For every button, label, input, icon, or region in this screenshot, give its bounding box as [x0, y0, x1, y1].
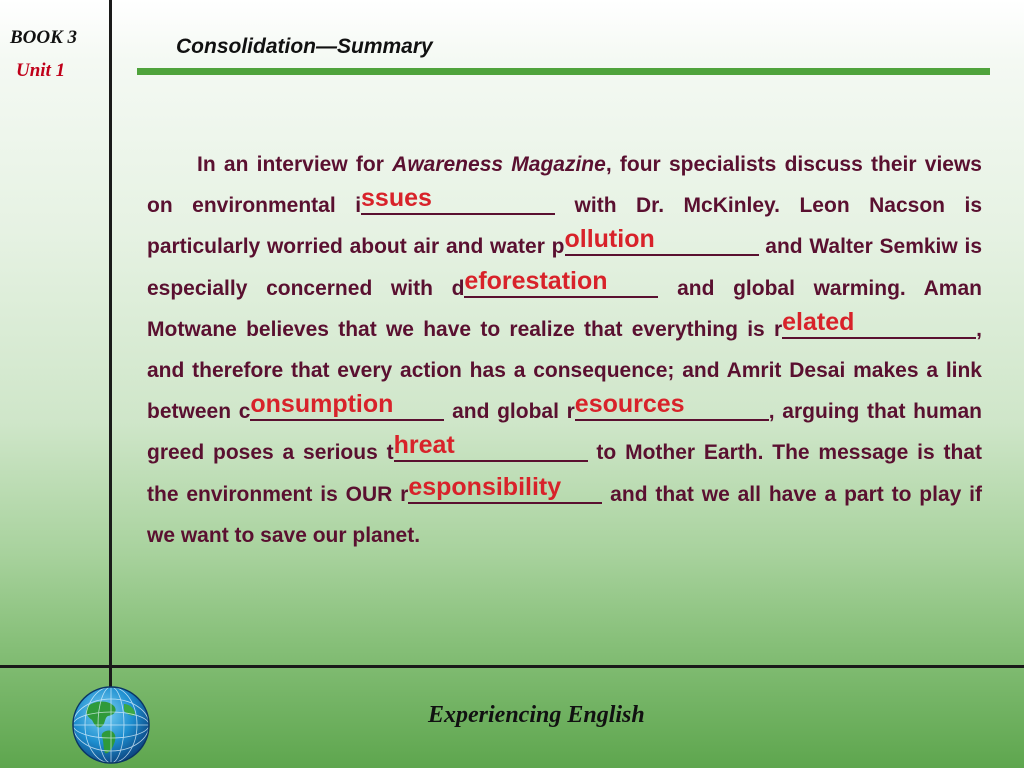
blank-1 — [361, 184, 555, 215]
answer-5: onsumption — [250, 390, 394, 419]
blank-2 — [564, 225, 759, 256]
footer-divider — [0, 665, 1024, 668]
blank-6 — [574, 390, 769, 421]
summary-passage: In an interview for Awareness Magazine, four specialists discuss their views on environmental i ssues with Dr. McKinley. Leon Nacson is particularly worried about air and water p ollution and Walter Semkiw is especially concerned with d eforestation and global warming. Aman Motwane believes that we have to realize that everything is r elated , and therefore that every action has a consequence; and Amrit Desai makes a link between c onsumption and global r esources , arguing that human greed poses a serious t hreat to Mother Earth. The message is that the environment is OUR r esponsibility and that we all have a part to play if we want to save our planet. — [147, 153, 983, 547]
page-title: Consolidation—Summary — [176, 35, 433, 58]
blank-3 — [464, 266, 658, 298]
title-underline-bar — [137, 68, 990, 75]
magazine-title: Awareness Magazine — [392, 153, 606, 176]
vertical-divider — [109, 0, 112, 695]
answer-2: ollution — [564, 225, 655, 254]
globe-icon — [70, 684, 152, 766]
answer-7: hreat — [393, 431, 455, 460]
answer-8: esponsibility — [408, 472, 562, 501]
blank-7 — [393, 431, 588, 462]
footer-title: Experiencing English — [428, 702, 645, 728]
unit-label: Unit 1 — [16, 60, 66, 81]
answer-6: esources — [574, 390, 685, 419]
blank-4 — [782, 307, 976, 339]
book-label: BOOK 3 — [10, 27, 78, 48]
blank-8 — [408, 472, 602, 504]
answer-1: ssues — [361, 184, 432, 213]
blank-5 — [250, 390, 444, 421]
answer-3: eforestation — [464, 266, 608, 295]
answer-4: elated — [782, 307, 855, 336]
